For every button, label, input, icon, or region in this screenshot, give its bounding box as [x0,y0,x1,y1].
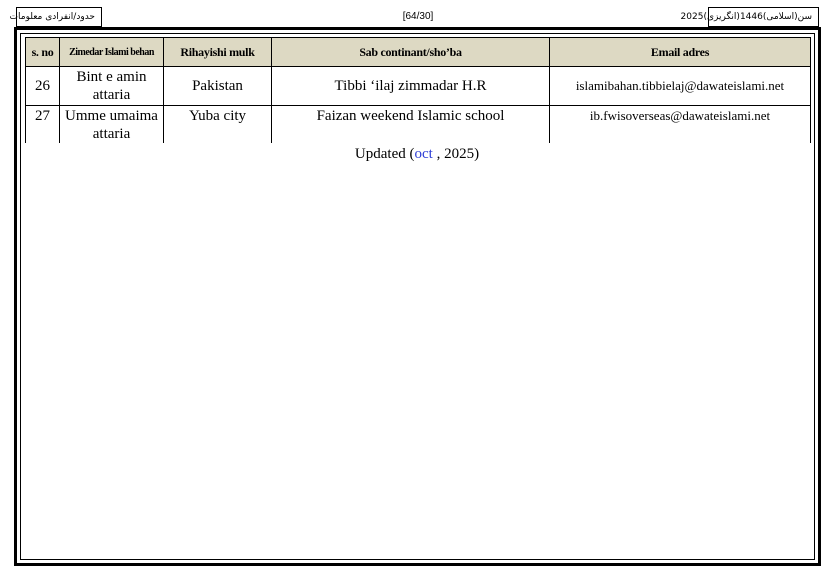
column-header-name: Zimedar Islami behan [60,38,164,67]
updated-suffix: , 2025) [432,146,480,162]
column-header-country: Rihayishi mulk [164,38,272,67]
cell-sno: 26 [26,67,60,106]
section-label: حدود/انفرادی معلومات [16,7,102,27]
year-label: سن(اسلامی)1446(انگریزی)2025 [708,7,819,27]
column-header-sno: s. no [26,38,60,67]
updated-prefix: Updated ( [354,146,415,162]
cell-department: Faizan weekend Islamic school [272,106,550,144]
contacts-table [25,37,811,143]
column-header-department: Sab continant/sho’ba [272,38,550,67]
updated-month: oct [414,146,433,162]
cell-sno: 27 [26,106,60,144]
cell-name: Bint e amin attaria [60,67,164,106]
column-header-email: Email adres [550,38,811,67]
page-number: [64/30] [402,11,434,22]
cell-email[interactable]: islamibahan.tibbielaj@dawateislami.net [550,67,811,106]
updated-note [0,146,834,163]
cell-email[interactable]: ib.fwisoverseas@dawateislami.net [550,106,811,144]
cell-department: Tibbi ‘ilaj zimmadar H.R [272,67,550,106]
table-row [26,106,811,144]
cell-country: Yuba city [164,106,272,144]
cell-country: Pakistan [164,67,272,106]
table-row [26,67,811,106]
table-header-row [26,38,811,67]
cell-name: Umme umaima attaria [60,106,164,144]
